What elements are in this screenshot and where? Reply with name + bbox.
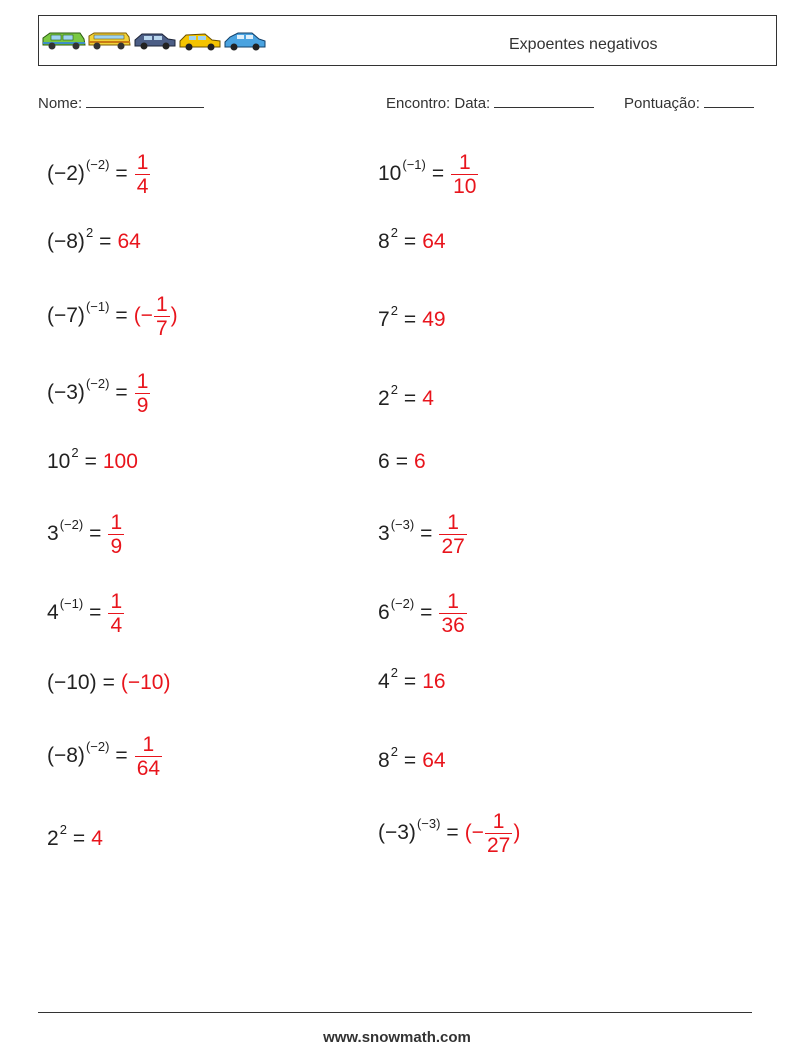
problem-base: 8 [378,749,390,772]
problem-r8: 4 $^2$ = 16 [378,665,446,693]
problem-base: (−7) [47,304,85,327]
fraction-denominator: 64 [136,756,161,780]
fraction-numerator: 1 [155,292,168,316]
answer-open: (− [464,821,484,844]
problem-base: 6 [378,450,390,473]
fraction-denominator: 27 [486,833,511,857]
problem-l6: 3 $^{(-2)}$ = $\frac{1}{9}$ [47,504,125,564]
fraction-denominator: 4 [136,174,149,198]
equals-sign: = [403,749,417,772]
equals-sign: = [431,162,445,185]
date-field [386,93,594,112]
score-field [624,93,754,112]
equals-sign: = [72,827,86,850]
problem-l1: (−2) $^{(-2)}$ = $\frac{1}{4}$ [47,144,151,204]
problem-l10: 2 $^2$ = 4 [47,822,103,850]
answer [117,230,140,254]
answer-fraction [451,151,478,198]
problem-base: 7 [378,308,390,331]
problem-l9: (−8) $^{(-2)}$ = $\frac{1}{64}$ [47,726,163,786]
problem-base: 10 [378,162,402,185]
equals-sign: = [420,601,433,624]
answer-value: 64 [117,230,141,253]
fraction-numerator: 1 [110,589,123,613]
answer [107,511,125,558]
answer [465,810,521,857]
problem-base: (−8) [47,744,85,767]
answer-fraction [108,590,124,637]
problem-base: (−2) [47,162,85,185]
answer-fraction [135,151,151,198]
answer [422,230,445,254]
name-blank[interactable] [86,93,204,108]
score-label: Pontuação: [624,95,700,112]
problem-base: (−10) [47,671,97,694]
answer [438,511,467,558]
encounter-date-label: Encontro: Data: [386,95,491,112]
footer-url: www.snowmath.com [323,1029,471,1046]
answer [134,293,178,340]
problem-l5: 10 $^2$ = 100 [47,445,138,473]
fraction-numerator: 1 [458,150,471,174]
fraction-numerator: 1 [136,150,149,174]
answer-fraction [154,293,170,340]
equals-sign: = [89,601,102,624]
equals-sign: = [403,670,417,693]
problem-base: 3 [47,522,59,545]
equals-sign: = [420,522,433,545]
fraction-numerator: 1 [447,589,459,613]
worksheet-title: Expoentes negativos [509,36,658,53]
answer-value: 49 [422,308,446,331]
answer-value: 6 [413,450,426,473]
yellow-car-icon [180,34,220,51]
fraction-numerator: 1 [136,369,149,393]
equals-sign: = [115,304,128,327]
fraction-denominator: 9 [136,393,149,417]
problem-r6: 3 $^{(-3)}$ = $\frac{1}{27}$ [378,504,468,564]
problem-l8 [47,653,170,713]
answer-fraction [135,733,162,780]
problem-base: (−8) [47,230,85,253]
answer [121,671,171,695]
fraction-numerator: 1 [447,510,459,534]
green-van-icon [43,33,85,50]
score-blank[interactable] [704,93,754,108]
date-blank[interactable] [494,93,594,108]
yellow-van-icon [89,33,130,50]
problem-l7: 4 $^{(-1)}$ = $\frac{1}{4}$ [47,583,125,643]
fraction-numerator: 1 [142,732,155,756]
answer [422,749,445,773]
equals-sign: = [403,230,417,253]
problem-r4: 2 $^2$ = 4 [378,382,434,410]
equals-sign: = [115,381,128,404]
answer [134,733,163,780]
answer-fraction [485,810,512,857]
footer-divider [38,1012,752,1013]
problem-l3: (−7) $^{(-1)}$ = (− $\frac{1}{7}$ ) [47,292,178,340]
problem-r5 [378,432,426,492]
answer [134,151,152,198]
blue-car-icon [135,34,175,50]
answer-close: ) [513,821,521,844]
answer-value: 4 [422,387,434,410]
answer-value: 100 [102,450,138,473]
equals-sign: = [395,450,408,473]
equals-sign: = [446,821,459,844]
problem-r7: 6 $^{(-2)}$ = $\frac{1}{36}$ [378,583,468,643]
equals-sign: = [115,744,128,767]
problem-base: (−3) [378,821,416,844]
problem-base: 2 [378,387,390,410]
problem-base: 3 [378,522,390,545]
fraction-denominator: 4 [110,613,123,637]
answer-close: ) [170,304,178,327]
answer-fraction [108,511,124,558]
answer [450,151,479,198]
problem-r2: 8 $^2$ = 64 [378,225,446,253]
answer [103,450,138,474]
equals-sign: = [403,387,417,410]
answer-value: 16 [422,670,446,693]
answer-value: (−10) [120,671,171,694]
fraction-denominator: 9 [110,534,123,558]
problem-base: 2 [47,827,59,850]
problem-r3: 7 $^2$ = 49 [378,303,446,331]
equals-sign: = [102,671,115,694]
answer-fraction [135,370,151,417]
equals-sign: = [115,162,128,185]
problem-r1: 10 $^{(-1)}$ = $\frac{1}{10}$ [378,144,479,204]
equals-sign: = [403,308,417,331]
answer-value: 4 [91,827,103,850]
answer [438,590,467,637]
problem-base: 8 [378,230,390,253]
answer [422,308,445,332]
fraction-numerator: 1 [492,809,505,833]
answer [91,827,103,851]
equals-sign: = [99,230,112,253]
answer-fraction [439,511,466,558]
equals-sign: = [89,522,102,545]
problem-l4: (−3) $^{(-2)}$ = $\frac{1}{9}$ [47,363,151,423]
worksheet-header [38,15,777,66]
cars-illustration [42,30,267,52]
fraction-denominator: 10 [453,174,477,198]
answer-value: 64 [422,749,446,772]
answer [422,670,445,694]
problem-base: (−3) [47,381,85,404]
fraction-denominator: 27 [441,534,465,558]
problem-base: 6 [378,601,390,624]
answer [414,450,426,474]
fraction-denominator: 36 [441,613,465,637]
fraction-numerator: 1 [110,510,123,534]
problem-base: 10 [47,450,71,473]
name-field [38,93,204,112]
answer-open: (− [133,304,153,327]
equals-sign: = [84,450,97,473]
light-blue-car-icon [225,33,265,51]
fraction-denominator: 7 [155,316,168,340]
problem-r9: 8 $^2$ = 64 [378,744,446,772]
answer [107,590,125,637]
problem-r10: (−3) $^{(-3)}$ = (− $\frac{1}{27}$ ) [378,809,521,857]
problem-base: 4 [378,670,390,693]
answer-value: 64 [422,230,446,253]
name-label: Nome: [38,95,83,112]
problem-l2: (−8) $^2$ = 64 [47,225,141,253]
answer [134,370,152,417]
car-icons [42,30,267,52]
answer [422,387,434,411]
problem-base: 4 [47,601,59,624]
answer-fraction [439,590,466,637]
